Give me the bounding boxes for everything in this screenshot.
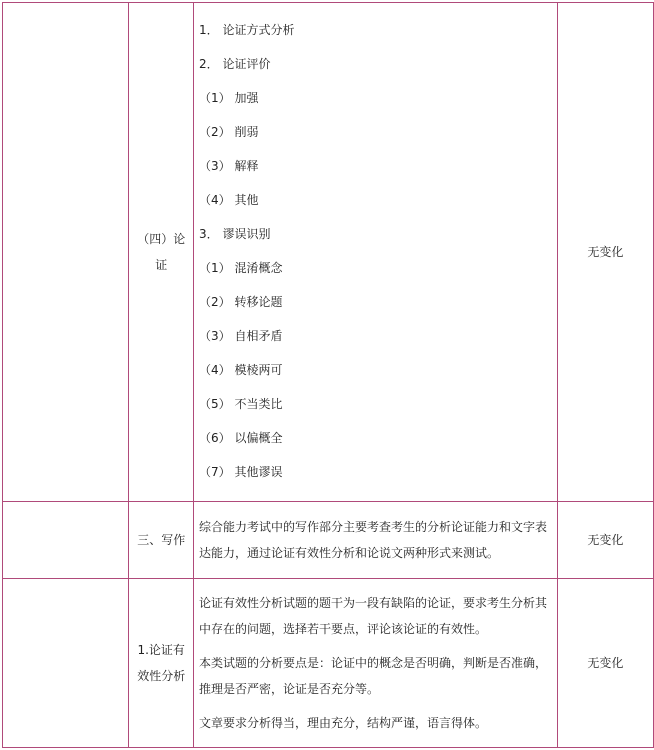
category-cell bbox=[3, 579, 129, 748]
paragraph: 文章要求分析得当，理由充分，结构严谨，语言得体。 bbox=[199, 716, 488, 730]
list-item: （2） 转移论题 bbox=[199, 295, 283, 309]
table-row-argumentation bbox=[3, 3, 654, 502]
paragraph: 本类试题的分析要点是：论证中的概念是否明确，判断是否准确，推理是否严密，论证是否充分等。 bbox=[199, 656, 548, 696]
list-item: （3） 解释 bbox=[199, 159, 259, 173]
paragraph: 论证有效性分析试题的题干为一段有缺陷的论证，要求考生分析其中存在的问题，选择若干要点，评论该论证的有效性。 bbox=[199, 596, 548, 636]
list-item: （5） 不当类比 bbox=[199, 397, 283, 411]
content-list bbox=[199, 3, 551, 501]
status-text: 无变化 bbox=[587, 656, 624, 670]
section-cell bbox=[129, 502, 194, 579]
list-item: （2） 削弱 bbox=[199, 125, 259, 139]
paragraph: 综合能力考试中的写作部分主要考查考生的分析论证能力和文字表达能力，通过论证有效性分析和论说文两种形式来测试。 bbox=[199, 520, 548, 560]
content-cell bbox=[194, 502, 558, 579]
content-cell bbox=[194, 579, 558, 748]
section-label: 三、写作 bbox=[137, 533, 186, 547]
status-text: 无变化 bbox=[587, 245, 624, 259]
list-item: （7） 其他谬误 bbox=[199, 465, 283, 479]
section-cell bbox=[129, 3, 194, 502]
list-item: （1） 加强 bbox=[199, 91, 259, 105]
list-item: （1） 混淆概念 bbox=[199, 261, 283, 275]
status-text: 无变化 bbox=[587, 533, 624, 547]
syllabus-comparison-table bbox=[2, 2, 654, 748]
list-item: （3） 自相矛盾 bbox=[199, 329, 283, 343]
status-cell bbox=[557, 3, 653, 502]
table-row-argument-validity bbox=[3, 579, 654, 748]
list-item: 2． 论证评价 bbox=[199, 57, 271, 71]
list-item: （4） 其他 bbox=[199, 193, 259, 207]
category-cell bbox=[3, 502, 129, 579]
section-label: （四）论证 bbox=[137, 232, 186, 272]
status-cell bbox=[557, 579, 653, 748]
section-cell bbox=[129, 579, 194, 748]
table-row-writing bbox=[3, 502, 654, 579]
list-item: （4） 模棱两可 bbox=[199, 363, 283, 377]
content-cell bbox=[194, 3, 558, 502]
category-cell bbox=[3, 3, 129, 502]
list-item: （6） 以偏概全 bbox=[199, 431, 283, 445]
status-cell bbox=[557, 502, 653, 579]
list-item: 3． 谬误识别 bbox=[199, 227, 271, 241]
list-item: 1． 论证方式分析 bbox=[199, 23, 295, 37]
section-label: 1.论证有效性分析 bbox=[137, 643, 186, 683]
